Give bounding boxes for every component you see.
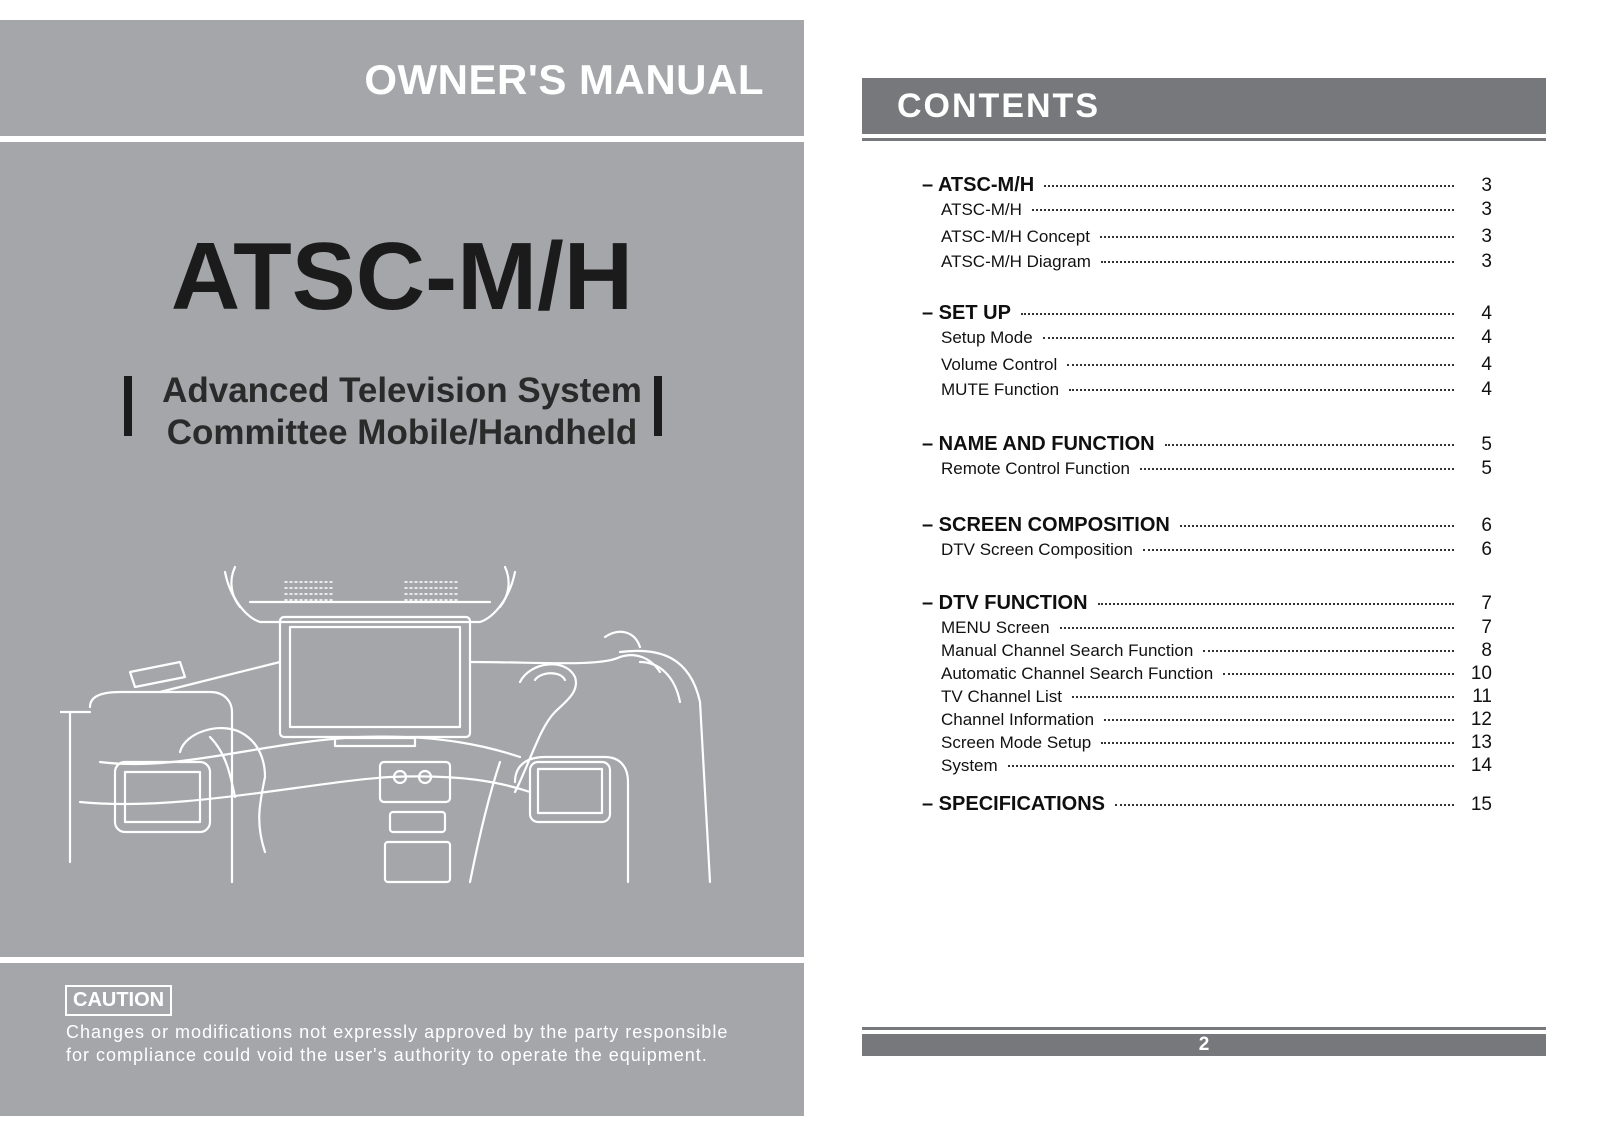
- toc-entry[interactable]: [922, 354, 1492, 376]
- toc-leader-dots: [1101, 742, 1454, 744]
- subtitle-line-2: Committee Mobile/Handheld: [166, 413, 638, 452]
- toc-leader-dots: [1069, 389, 1454, 391]
- toc-leader-dots: [1100, 236, 1454, 238]
- toc-entry[interactable]: [922, 251, 1492, 273]
- toc-label: – SET UP: [922, 302, 1011, 324]
- cover-main-panel: [0, 142, 804, 957]
- toc-section[interactable]: [922, 433, 1492, 456]
- toc-label: – DTV FUNCTION: [922, 592, 1088, 614]
- page-number: 2: [862, 1034, 1546, 1056]
- toc-label: Setup Mode: [941, 328, 1033, 347]
- toc-leader-dots: [1101, 261, 1454, 263]
- toc-page-number: 7: [1481, 593, 1492, 614]
- toc-leader-dots: [1032, 209, 1454, 211]
- toc-leader-dots: [1043, 337, 1454, 339]
- cover-page: [0, 20, 804, 1116]
- caution-panel: [0, 963, 804, 1116]
- footer-rule: [862, 1027, 1546, 1030]
- toc-entry[interactable]: [922, 458, 1492, 480]
- toc-page-number: 4: [1481, 379, 1492, 400]
- toc-section[interactable]: [922, 514, 1492, 537]
- toc-leader-dots: [1067, 364, 1454, 366]
- toc-label: MUTE Function: [941, 380, 1060, 399]
- contents-header-band: [862, 78, 1546, 134]
- toc-entry[interactable]: [922, 199, 1492, 221]
- toc-label: Volume Control: [941, 355, 1058, 374]
- toc-page-number: 12: [1470, 709, 1492, 730]
- toc-section[interactable]: [922, 302, 1492, 325]
- toc-entry[interactable]: [922, 617, 1492, 639]
- toc-leader-dots: [1203, 650, 1454, 652]
- toc-label: – ATSC-M/H: [922, 174, 1035, 196]
- toc-page-number: 3: [1481, 199, 1492, 220]
- toc-page-number: 7: [1481, 617, 1492, 638]
- toc-page-number: 3: [1481, 251, 1492, 272]
- toc-label: – SCREEN COMPOSITION: [922, 514, 1170, 536]
- toc-entry[interactable]: [922, 640, 1492, 662]
- toc-leader-dots: [1060, 627, 1454, 629]
- toc-label: ATSC-M/H: [941, 200, 1022, 219]
- toc-page-number: 3: [1481, 226, 1492, 247]
- subtitle-line-1: Advanced Television System: [162, 371, 642, 410]
- toc-entry[interactable]: [922, 379, 1492, 401]
- toc-entry[interactable]: [922, 755, 1492, 777]
- toc-label: – SPECIFICATIONS: [922, 793, 1105, 815]
- toc-leader-dots: [1104, 719, 1454, 721]
- toc-entry[interactable]: [922, 663, 1492, 685]
- caution-line-2: for compliance could void the user's authority to operate the equipment.: [66, 1045, 708, 1065]
- toc-label: MENU Screen: [941, 618, 1050, 637]
- toc-page-number: 6: [1481, 515, 1492, 536]
- toc-label: TV Channel List: [941, 687, 1062, 706]
- toc-section[interactable]: [922, 174, 1492, 197]
- toc-leader-dots: [1044, 185, 1454, 187]
- toc-page-number: 14: [1470, 755, 1492, 776]
- toc-label: ATSC-M/H Diagram: [941, 252, 1091, 271]
- toc-leader-dots: [1072, 696, 1454, 698]
- toc-label: Channel Information: [941, 710, 1095, 729]
- product-title: ATSC-M/H: [170, 223, 634, 330]
- toc-leader-dots: [1021, 313, 1454, 315]
- subtitle-right-bar: [654, 376, 662, 436]
- cover-header-band: [0, 20, 804, 136]
- toc-label: Manual Channel Search Function: [941, 641, 1194, 660]
- toc-page-number: 4: [1481, 303, 1492, 324]
- toc-leader-dots: [1115, 804, 1454, 806]
- toc-label: DTV Screen Composition: [941, 540, 1133, 559]
- toc-page-number: 10: [1470, 663, 1492, 684]
- caution-line-1: Changes or modifications not expressly approved by the party responsible: [66, 1022, 729, 1042]
- caution-text: [66, 1021, 786, 1067]
- toc-leader-dots: [1098, 603, 1454, 605]
- toc-page-number: 4: [1481, 327, 1492, 348]
- toc-entry[interactable]: [922, 732, 1492, 754]
- toc-entry[interactable]: [922, 686, 1492, 708]
- toc-label: Automatic Channel Search Function: [941, 664, 1214, 683]
- toc-page-number: 8: [1481, 640, 1492, 661]
- toc-leader-dots: [1140, 468, 1454, 470]
- toc-page-number: 11: [1472, 686, 1492, 707]
- toc-page-number: 5: [1481, 434, 1492, 455]
- caution-label: CAUTION: [65, 985, 172, 1016]
- toc-label: – NAME AND FUNCTION: [922, 433, 1155, 455]
- contents-header-rule: [862, 138, 1546, 141]
- toc-page-number: 3: [1481, 175, 1492, 196]
- toc-label: Screen Mode Setup: [941, 733, 1092, 752]
- toc-entry[interactable]: [922, 709, 1492, 731]
- toc-page-number: 15: [1470, 794, 1492, 815]
- owners-manual-title: OWNER'S MANUAL: [364, 56, 764, 103]
- toc-page-number: 6: [1481, 539, 1492, 560]
- toc-page-number: 4: [1481, 354, 1492, 375]
- toc-leader-dots: [1223, 673, 1454, 675]
- toc-page-number: 5: [1481, 458, 1492, 479]
- contents-title: CONTENTS: [897, 87, 1100, 125]
- toc-entry[interactable]: [922, 327, 1492, 349]
- car-interior-illustration: [60, 562, 740, 902]
- toc-label: System: [941, 756, 998, 775]
- toc-leader-dots: [1008, 765, 1454, 767]
- toc-section[interactable]: [922, 592, 1492, 615]
- toc-label: Remote Control Function: [941, 459, 1130, 478]
- toc-leader-dots: [1143, 549, 1454, 551]
- toc-label: ATSC-M/H Concept: [941, 227, 1090, 246]
- toc-entry[interactable]: [922, 226, 1492, 248]
- toc-leader-dots: [1180, 525, 1454, 527]
- toc-entry[interactable]: [922, 539, 1492, 561]
- toc-section[interactable]: [922, 793, 1492, 816]
- toc-leader-dots: [1165, 444, 1454, 446]
- product-subtitle: [0, 370, 804, 454]
- toc-page-number: 13: [1470, 732, 1492, 753]
